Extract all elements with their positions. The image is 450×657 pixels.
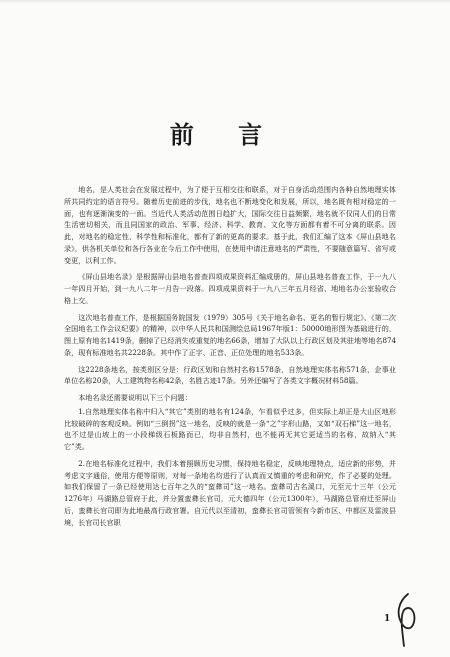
paragraph-3: 这次地名普查工作，是根据国务院国发（1979）305号《关于地名命名、更名的暂行规定》、《第二次全国地名工作会议纪要》的精神，以中华人民共和国测绘总局1967年版1：50000地形图为基础进行的，图上原有地名1419条，删掉了已经消失或重复的地名66条，增加了大队以上行政区划及其驻地等地名874条，现有标准地名共2228条。其中作了正字、正音、正位处理的地名533条。 <box>64 312 396 357</box>
paragraph-4: 这2228条地名，按类别区分是：行政区划和自然村名称1578条，自然地理实体名称571条，企事业单位名称20条，人工建筑物名称42条，名胜古迹17条。另外还编写了各类文字概况材料58篇。 <box>64 364 396 386</box>
paragraph-1: 地名，是人类社会在发展过程中，为了便于互相交往和联系，对于自身活动范围内各种自然地理实体所共同约定的语言符号。随着历史前进的步伐，地名也不断地变化和发展，所以，地名既有相对稳定的一面，也有逐渐演变的一面。当近代人类活动范围日趋扩大，国际交往日益频繁，地名就不仅同人们的日常生活密切相关，而且同国家的政治、军事、经济、科学、教育、文化等方面都有着不可分离的联系。因此，对地名的稳定性、科学性和标准化，都有了新的更高的要求。基于此，我们汇编了这本《屏山县地名录》，供各机关单位和各行各业在今后工作中使用，在使用中请注意地名的严肃性，不要随意篇写、省写或变更，以利工作。 <box>64 185 396 265</box>
page-number: 1 <box>384 614 391 624</box>
paragraph-6: 1.自然地理实体名称中归入“其它”类别的地名有124条，乍看似乎过多，但实际上却正是大山区地形比较破碎的客观反映。例如“三倒拐”这一地名，反映的就是一条“之”字形山路，又如“双石梯”这一地名，也不过是山坡上的一小段梯级石板路而已，均非自然村，也不能再无其它更适当的名称，故纳入“其它”类。 <box>64 406 396 451</box>
handwritten-signature-icon <box>390 590 420 648</box>
page-title: 前 言 <box>169 120 281 149</box>
scan-edge <box>0 0 450 4</box>
paragraph-7: 2.在地名标准化过程中，我们本着照顾历史习惯，保持地名稳定，反映地理特点，适应新的形势，并考虑文字通俗，使用方便等原则，对每一条地名均进行了认真而又慎重的考虑和研究，作了必要的处理。如我们保留了一条已经使用达七百年之久的“蛮彝司”这一地名。蛮彝司古名溪口，元至元十三年（公元1276年）马湖路总管府于此，并分置蛮彝长官司，元大德四年（公元1300年），马湖路总管府迁至屏山后，蛮彝长官司即为此地最高行政官署。自元代以至清初，蛮彝长官司管领有今新市区、中都区及雷波县境，长官司长官职 <box>64 458 396 527</box>
paragraph-5: 本地名录还需要说明以下三个问题： <box>78 393 192 402</box>
document-body <box>64 184 396 533</box>
paragraph-2: 《屏山县地名录》是根据屏山县地名普查四项成果资料汇编成册的，屏山县地名普查工作，于一九八一年四月开始，到一九八二年一月告一段落。四项成果资料于一九八三年五月经省、地地名办公室验收合格上交。 <box>64 272 396 305</box>
